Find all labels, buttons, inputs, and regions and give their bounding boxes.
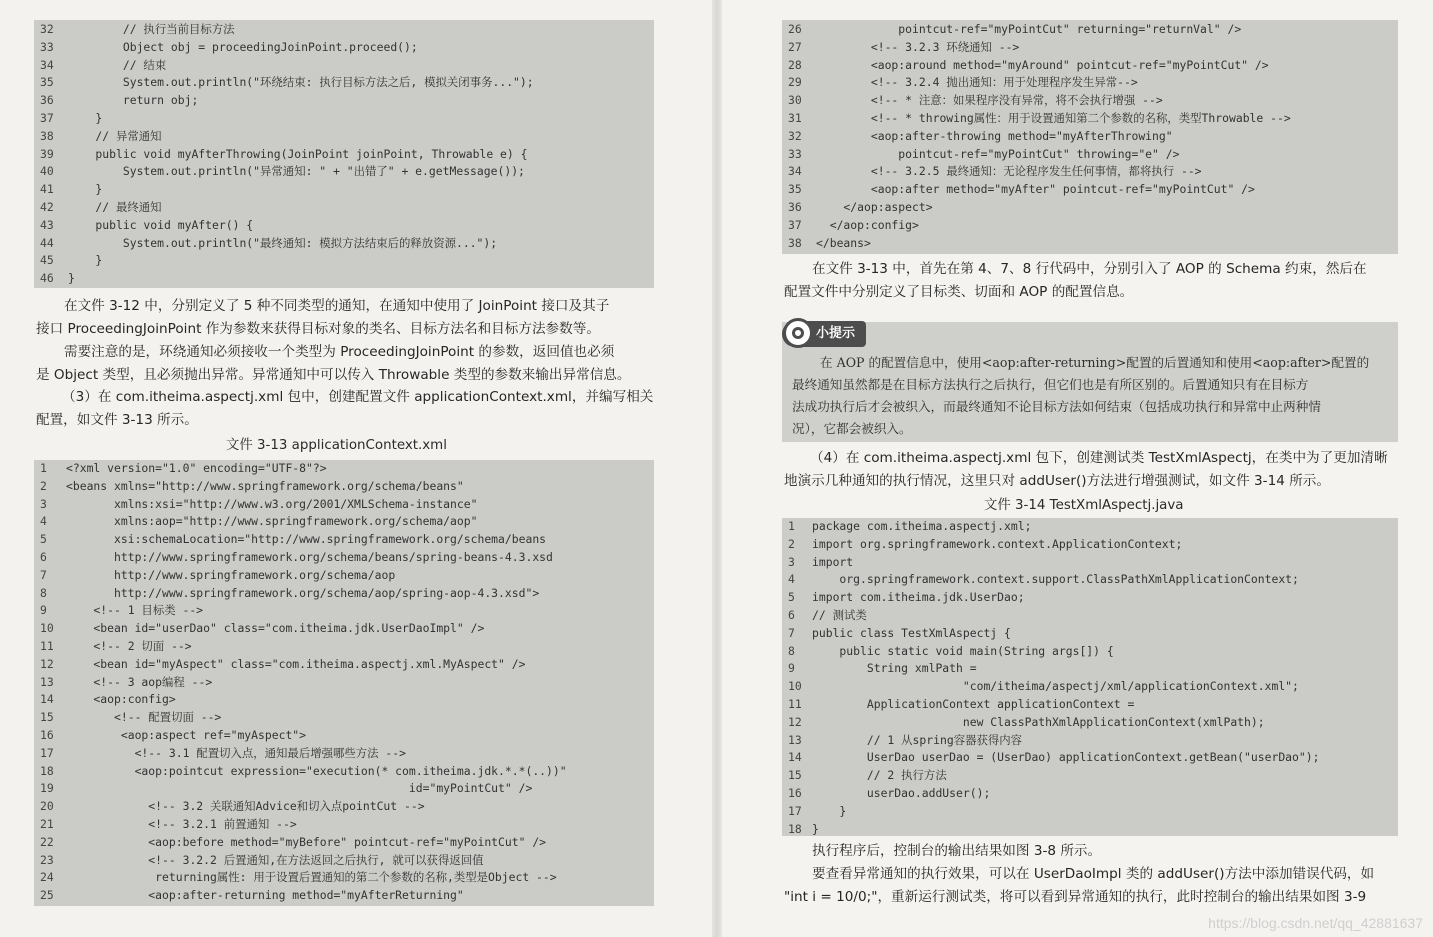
code-line (34, 252, 654, 270)
paragraph-step-3 (36, 386, 653, 432)
code-line (782, 767, 1398, 785)
line-number: 27 (788, 39, 802, 54)
code-line (782, 39, 1398, 57)
tip-badge: 小提示 (782, 321, 866, 347)
code-line (34, 727, 654, 745)
code-line (34, 549, 654, 567)
line-number: 23 (40, 852, 54, 867)
line-number: 14 (40, 692, 54, 707)
text-line: 要查看异常通知的执行效果，可以在 UserDaoImpl 类的 addUser()方法中添加错误代码，如 (812, 866, 1375, 882)
code-text: <!-- * throwing属性：用于设置通知第二个参数的名称，类型Throwable --> (816, 111, 1291, 125)
code-text: http://www.springframework.org/schema/aop (66, 567, 396, 582)
line-number: 36 (788, 200, 802, 214)
code-line (34, 869, 654, 887)
tip-text-line: 最终通知虽然都是在目标方法执行之后执行，但它们也是有所区别的。后置通知只有在目标方 (792, 377, 1309, 392)
code-text: <!-- 2 切面 --> (66, 639, 192, 653)
tip-icon (783, 318, 813, 348)
code-text: <?xml version="1.0" encoding="UTF-8"?> (66, 461, 327, 475)
text-line: "int i = 10/0;"，重新运行测试类，将可以看到异常通知的执行，此时控制台的输出结果如图 3-9 (784, 889, 1367, 905)
line-number: 30 (788, 93, 802, 108)
code-line (34, 513, 654, 531)
code-text: id="myPointCut" /> (66, 781, 533, 796)
code-line (34, 531, 654, 549)
code-text: <!-- 配置切面 --> (66, 710, 222, 725)
code-line (34, 92, 654, 110)
code-text: <!-- * 注意：如果程序没有异常，将不会执行增强 --> (816, 93, 1163, 108)
paragraph-file-3-13-summary (784, 258, 1367, 304)
tip-text-line: 况），它都会被织入。 (792, 421, 912, 436)
line-number: 7 (40, 567, 47, 582)
code-line (34, 128, 654, 146)
code-text: http://www.springframework.org/schema/beans/spring-beans-4.3.xsd (66, 550, 553, 564)
code-line (782, 607, 1398, 625)
line-number: 32 (40, 22, 54, 36)
line-number: 26 (788, 22, 802, 36)
code-text: // 异常通知 (68, 128, 162, 143)
code-line (34, 602, 654, 620)
code-text: "com/itheima/aspectj/xml/applicationContext.xml"; (812, 679, 1299, 694)
code-line (34, 110, 654, 128)
line-number: 4 (40, 514, 47, 529)
paragraph-run-result (784, 840, 1374, 909)
code-line (34, 852, 654, 870)
text-line: （3）在 com.itheima.aspectj.xml 包中，创建配置文件 applicationContext.xml，并编写相关 (62, 389, 654, 405)
code-line (34, 235, 654, 253)
line-number: 29 (788, 75, 802, 90)
line-number: 13 (788, 732, 802, 747)
code-line (782, 21, 1398, 39)
code-line (34, 57, 654, 75)
code-line (782, 199, 1398, 217)
code-line (782, 74, 1398, 92)
line-number: 44 (40, 235, 54, 250)
code-text: Object obj = proceedingJoinPoint.proceed(); (68, 39, 418, 54)
code-line (782, 163, 1398, 181)
code-text: <aop:config> (66, 692, 176, 707)
code-line (34, 270, 654, 288)
code-text: } (68, 111, 103, 125)
code-text: // 测试类 (812, 608, 867, 622)
code-line (34, 217, 654, 235)
line-number: 14 (788, 750, 802, 765)
code-text: </aop:aspect> (816, 200, 933, 214)
code-text: new ClassPathXmlApplicationContext(xmlPath); (812, 714, 1265, 729)
code-text: <aop:after-returning method="myAfterReturning" (66, 888, 464, 903)
code-text: xsi:schemaLocation="http://www.springframework.org/schema/beans (66, 532, 547, 547)
line-number: 15 (788, 768, 802, 783)
code-text: <!-- 3.2.5 最终通知：无论程序发生任何事情，都将执行 --> (816, 164, 1202, 179)
code-line (782, 235, 1398, 253)
line-number: 24 (40, 870, 54, 885)
paragraph-file-3-12-summary (36, 295, 609, 341)
code-line (782, 732, 1398, 750)
code-line (34, 656, 654, 674)
code-text: <!-- 3.1 配置切入点，通知最后增强哪些方法 --> (66, 745, 406, 760)
line-number: 34 (40, 57, 54, 72)
line-number: 11 (788, 697, 802, 711)
code-line (34, 887, 654, 905)
code-text: System.out.println("异常通知: " + "出错了" + e.getMessage()); (68, 164, 525, 179)
code-text: public void myAfterThrowing(JoinPoint joinPoint, Throwable e) { (68, 146, 528, 161)
line-number: 6 (40, 550, 47, 564)
line-number: 45 (40, 253, 54, 268)
code-line (34, 21, 654, 39)
code-line (782, 217, 1398, 235)
line-number: 41 (40, 182, 54, 197)
code-text: xmlns:aop="http://www.springframework.org/schema/aop" (66, 514, 478, 529)
code-text: </aop:config> (816, 217, 919, 232)
code-text: returning属性: 用于设置后置通知的第二个参数的名称,类型是Object --> (66, 870, 557, 885)
line-number: 22 (40, 834, 54, 849)
code-line (782, 571, 1398, 589)
line-number: 5 (788, 590, 795, 605)
paragraph-around-advice-note (36, 341, 631, 387)
line-number: 37 (40, 111, 54, 125)
line-number: 7 (788, 625, 795, 640)
code-line (34, 780, 654, 798)
code-text: <bean id="myAspect" class="com.itheima.aspectj.xml.MyAspect" /> (66, 656, 526, 671)
line-number: 3 (788, 554, 795, 569)
code-text: import org.springframework.context.ApplicationContext; (812, 536, 1183, 551)
paragraph-step-4 (784, 447, 1388, 493)
code-line (782, 643, 1398, 661)
code-text: public static void main(String args[]) { (812, 643, 1114, 658)
line-number: 4 (788, 572, 795, 587)
code-line (782, 625, 1398, 643)
line-number: 35 (788, 182, 802, 197)
code-text: public void myAfter() { (68, 217, 254, 232)
line-number: 19 (40, 781, 54, 796)
code-text: package com.itheima.aspectj.xml; (812, 519, 1032, 533)
code-line (34, 39, 654, 57)
line-number: 16 (40, 728, 54, 742)
code-line (34, 745, 654, 763)
line-number: 18 (788, 821, 802, 836)
code-text: // 执行当前目标方法 (68, 22, 235, 36)
text-line: 在文件 3-13 中，首先在第 4、7、8 行代码中，分别引入了 AOP 的 Schema 约束，然后在 (812, 261, 1367, 277)
line-number: 3 (40, 496, 47, 511)
code-line (782, 696, 1398, 714)
book-gutter (712, 0, 722, 937)
caption-file-3-14: 文件 3-14 TestXmlAspectj.java (984, 498, 1184, 513)
code-text: import com.itheima.jdk.UserDao; (812, 590, 1025, 605)
code-text: UserDao userDao = (UserDao) applicationContext.getBean("userDao"); (812, 750, 1320, 765)
line-number: 25 (40, 888, 54, 903)
line-number: 18 (40, 763, 54, 778)
line-number: 38 (788, 235, 802, 250)
code-line (34, 834, 654, 852)
line-number: 12 (40, 656, 54, 671)
line-number: 1 (788, 519, 795, 533)
line-number: 33 (788, 146, 802, 161)
line-number: 20 (40, 799, 54, 814)
code-text: <!-- 3.2.1 前置通知 --> (66, 817, 297, 831)
code-text: </beans> (816, 235, 871, 250)
code-line (34, 674, 654, 692)
code-text: } (812, 803, 847, 818)
code-line (782, 749, 1398, 767)
code-line (782, 146, 1398, 164)
code-line (34, 691, 654, 709)
code-line (34, 709, 654, 727)
caption-file-3-13: 文件 3-13 applicationContext.xml (226, 438, 447, 453)
line-number: 11 (40, 639, 54, 653)
code-text: <aop:after-throwing method="myAfterThrowing" (816, 128, 1173, 143)
text-line: 是 Object 类型，且必须抛出异常。异常通知中可以传入 Throwable 类型的参数来输出异常信息。 (36, 367, 631, 383)
code-line (34, 181, 654, 199)
code-text: <!-- 3.2 关联通知Advice和切入点pointCut --> (66, 799, 425, 814)
code-line (34, 74, 654, 92)
line-number: 36 (40, 93, 54, 108)
code-line (34, 585, 654, 603)
code-text: } (68, 271, 75, 286)
line-number: 8 (40, 585, 47, 600)
code-line (782, 589, 1398, 607)
line-number: 34 (788, 164, 802, 179)
code-text: userDao.addUser(); (812, 786, 991, 800)
line-number: 6 (788, 608, 795, 622)
code-line (782, 110, 1398, 128)
code-text: } (68, 182, 103, 197)
code-text: xmlns:xsi="http://www.w3.org/2001/XMLSchema-instance" (66, 496, 478, 511)
code-text: import (812, 554, 854, 569)
line-number: 10 (40, 621, 54, 636)
code-text: <aop:after method="myAfter" pointcut-ref="myPointCut" /> (816, 182, 1255, 197)
code-line (782, 128, 1398, 146)
code-text: public class TestXmlAspectj { (812, 625, 1011, 640)
code-line (782, 536, 1398, 554)
text-line: 地演示几种通知的执行情况，这里只对 addUser()方法进行增强测试，如文件 3-14 所示。 (784, 473, 1330, 489)
line-number: 39 (40, 146, 54, 161)
code-line (782, 554, 1398, 572)
line-number: 28 (788, 57, 802, 72)
code-text: <aop:around method="myAround" pointcut-ref="myPointCut" /> (816, 57, 1269, 72)
text-line: 配置，如文件 3-13 所示。 (36, 412, 198, 428)
code-line (782, 714, 1398, 732)
line-number: 9 (40, 603, 47, 618)
code-line (34, 763, 654, 781)
line-number: 17 (40, 745, 54, 760)
code-text: String xmlPath = (812, 661, 977, 676)
text-line: 执行程序后，控制台的输出结果如图 3-8 所示。 (812, 843, 1102, 859)
code-text: <aop:pointcut expression="execution(* com.itheima.jdk.*.*(..))" (66, 763, 567, 778)
code-text: <!-- 3.2.2 后置通知,在方法返回之后执行, 就可以获得返回值 (66, 852, 484, 867)
line-number: 46 (40, 271, 54, 286)
code-text: org.springframework.context.support.ClassPathXmlApplicationContext; (812, 572, 1299, 587)
code-text: return obj; (68, 93, 199, 108)
code-line (34, 146, 654, 164)
line-number: 35 (40, 75, 54, 90)
code-listing-3-13 (34, 460, 654, 906)
watermark-url: https://blog.csdn.net/qq_42881637 (1208, 915, 1423, 931)
text-line: 在文件 3-12 中，分别定义了 5 种不同类型的通知，在通知中使用了 JoinPoint 接口及其子 (64, 298, 610, 314)
code-line (34, 816, 654, 834)
line-number: 37 (788, 217, 802, 232)
line-number: 12 (788, 714, 802, 729)
code-line (782, 518, 1398, 536)
code-text: <!-- 3.2.3 环绕通知 --> (816, 39, 1020, 54)
tip-text-line: 在 AOP 的配置信息中，使用<aop:after-returning>配置的后置通知和使用<aop:after>配置的 (820, 355, 1370, 370)
line-number: 5 (40, 532, 47, 547)
text-line: 需要注意的是，环绕通知必须接收一个类型为 ProceedingJoinPoint 的参数，返回值也必须 (64, 344, 615, 360)
line-number: 16 (788, 786, 802, 800)
line-number: 42 (40, 200, 54, 214)
code-line (782, 821, 1398, 839)
line-number: 43 (40, 217, 54, 232)
code-line (34, 496, 654, 514)
line-number: 9 (788, 661, 795, 676)
code-text: // 2 执行方法 (812, 768, 947, 783)
code-line (34, 620, 654, 638)
code-line (34, 163, 654, 181)
code-line (782, 678, 1398, 696)
code-text: ApplicationContext applicationContext = (812, 697, 1135, 711)
code-listing-3-13-continued (782, 20, 1398, 254)
code-line (34, 798, 654, 816)
code-text: } (812, 821, 819, 836)
code-text: // 最终通知 (68, 200, 162, 214)
code-text: <!-- 1 目标类 --> (66, 603, 204, 618)
line-number: 17 (788, 803, 802, 818)
code-text: <aop:before method="myBefore" pointcut-ref="myPointCut" /> (66, 834, 547, 849)
line-number: 2 (40, 478, 47, 493)
code-text: pointcut-ref="myPointCut" returning="returnVal" /> (816, 22, 1242, 36)
code-text: <!-- 3 aop编程 --> (66, 674, 213, 689)
code-line (782, 181, 1398, 199)
line-number: 10 (788, 679, 802, 694)
text-line: 配置文件中分别定义了目标类、切面和 AOP 的配置信息。 (784, 284, 1134, 300)
code-line (782, 803, 1398, 821)
code-text: } (68, 253, 103, 268)
code-line (34, 199, 654, 217)
code-line (34, 478, 654, 496)
code-line (34, 460, 654, 478)
code-text: <beans xmlns="http://www.springframework.org/schema/beans" (66, 478, 464, 493)
code-listing-3-12-tail (34, 20, 654, 288)
code-text: // 结束 (68, 57, 167, 72)
code-text: pointcut-ref="myPointCut" throwing="e" /> (816, 146, 1180, 161)
tip-text-line: 法成功执行后才会被织入，而最终通知不论目标方法如何结束（包括成功执行和异常中止两种情 (792, 399, 1321, 414)
code-text: // 1 从spring容器获得内容 (812, 732, 1023, 747)
line-number: 21 (40, 817, 54, 831)
line-number: 13 (40, 674, 54, 689)
line-number: 1 (40, 461, 47, 475)
code-line (782, 92, 1398, 110)
code-line (782, 57, 1398, 75)
line-number: 31 (788, 111, 802, 125)
code-listing-3-14 (782, 518, 1398, 836)
code-line (782, 660, 1398, 678)
code-text: http://www.springframework.org/schema/aop/spring-aop-4.3.xsd"> (66, 585, 540, 600)
code-line (782, 785, 1398, 803)
code-text: <bean id="userDao" class="com.itheima.jdk.UserDaoImpl" /> (66, 621, 485, 636)
line-number: 32 (788, 128, 802, 143)
code-text: <aop:aspect ref="myAspect"> (66, 728, 307, 742)
line-number: 38 (40, 128, 54, 143)
code-text: System.out.println("最终通知: 模拟方法结束后的释放资源..."); (68, 235, 498, 250)
line-number: 2 (788, 536, 795, 551)
line-number: 15 (40, 710, 54, 725)
code-text: <!-- 3.2.4 抛出通知：用于处理程序发生异常--> (816, 75, 1138, 90)
code-text: System.out.println("环绕结束: 执行目标方法之后, 模拟关闭事务..."); (68, 75, 534, 90)
line-number: 8 (788, 643, 795, 658)
line-number: 33 (40, 39, 54, 54)
code-line (34, 638, 654, 656)
code-line (34, 567, 654, 585)
line-number: 40 (40, 164, 54, 179)
text-line: 接口 ProceedingJoinPoint 作为参数来获得目标对象的类名、目标方法名和目标方法参数等。 (36, 321, 600, 337)
text-line: （4）在 com.itheima.aspectj.xml 包下，创建测试类 TestXmlAspectj，在类中为了更加清晰 (810, 450, 1388, 466)
